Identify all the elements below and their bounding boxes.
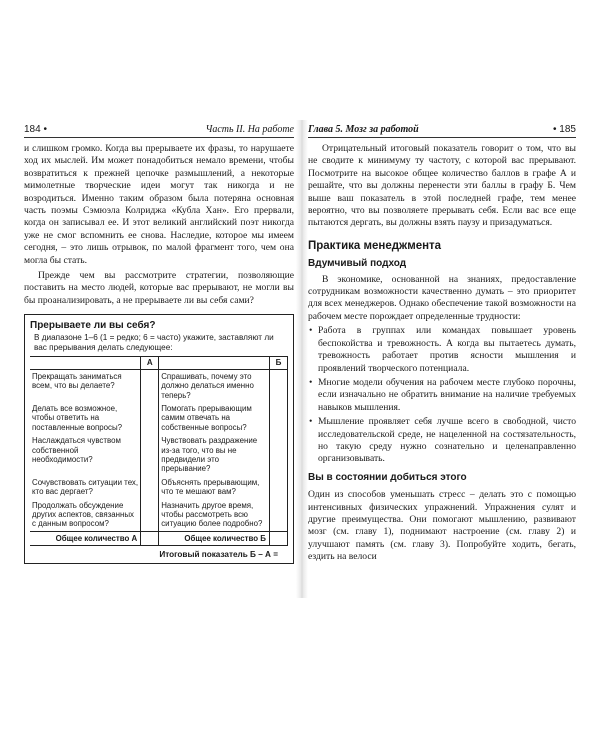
left-page-number: 184 • — [24, 124, 47, 135]
left-body-text — [24, 143, 294, 307]
questionnaire-row — [30, 402, 288, 434]
book-spread — [24, 120, 576, 598]
list-item-text: Работа в группах или командах повышает уровень беспокойства и тревожность. А когда вы пытаетесь думать, тревожность работает против ясности мышления и проявлений творческого потенциала. — [318, 325, 576, 374]
score-a-cell — [141, 499, 159, 532]
total-b-cell — [269, 531, 287, 545]
score-b-cell — [269, 369, 287, 402]
left-running-head — [24, 120, 294, 138]
questionnaire-row — [30, 434, 288, 476]
column-b-header: Б — [269, 357, 287, 369]
list-item-text: Многие модели обучения на рабочем месте глубоко порочны, если изначально не обратить внимание на наличие требуемых навыков мышления. — [318, 376, 576, 413]
question-b: Назначить другое время, чтобы рассмотреть всю ситуацию более подробно? — [161, 500, 263, 529]
right-page — [308, 120, 576, 598]
question-b: Спрашивать, почему это должно делаться именно теперь? — [161, 371, 254, 400]
questionnaire-totals-row — [30, 531, 288, 545]
questionnaire-title: Прерываете ли вы себя? — [30, 320, 156, 332]
score-a-cell — [141, 434, 159, 476]
list-item — [308, 416, 576, 466]
subsection-heading-2: Вы в состоянии добиться этого — [308, 471, 467, 483]
section-heading: Практика менеджмента — [308, 239, 442, 252]
questionnaire-box — [24, 314, 294, 564]
total-a-cell — [141, 531, 159, 545]
question-a: Прекращать заниматься всем, что вы делаете? — [32, 371, 122, 391]
total-a-label: Общее количество А — [30, 531, 141, 545]
final-score-label: Итоговый показатель Б – А = — [159, 550, 278, 560]
question-a: Наслаждаться чувством собственной необходимости? — [32, 436, 121, 464]
right-body-text — [308, 143, 576, 564]
total-b-label: Общее количество Б — [159, 531, 270, 545]
left-paragraph-1: и слишком громко. Когда вы прерываете их фразы, то нарушаете ход их мыслей. Им может понадобиться немало времени, чтобы возвратиться к прежней цепочке размышлений, а некоторые мимолетные творческие идеи могут так никогда и не возродиться. Именно таким образом была потеряна основная часть поэмы Сэмюэла Колриджа «Кубла Хан». Его прервали, когда он записывал ее. И этот великий английский поэт никогда уже не смог вспомнить ее снова. Наследие, которое мы имеем сегодня, – это лишь отрывок, по малой фрагмент того, чем она могла бы стать. — [24, 143, 294, 266]
questionnaire-row — [30, 476, 288, 499]
questionnaire-header-row — [30, 357, 288, 369]
right-running-title: Глава 5. Мозг за работой — [308, 124, 419, 135]
right-running-head — [308, 120, 576, 138]
bullet-list — [308, 325, 576, 465]
questionnaire-row — [30, 499, 288, 532]
left-paragraph-2: Прежде чем вы рассмотрите стратегии, позволяющие поставить на место людей, которые вас прерывают, не могли вы бы проанализировать, а не прерываете ли вы себя сами? — [24, 270, 294, 306]
questionnaire-table — [30, 356, 288, 546]
score-b-cell — [269, 434, 287, 476]
questionnaire-instructions: В диапазоне 1–6 (1 = редко; 6 = часто) укажите, заставляют ли вас прерывания делать следующее: — [34, 333, 274, 353]
list-item-text: Мышление проявляет себя лучше всего в свободной, чисто исследовательской среде, не нацеленной на состязательность, но такую среду нужно сознательно и целенаправленно организовывать. — [318, 416, 576, 465]
score-b-cell — [269, 402, 287, 434]
score-b-cell — [269, 499, 287, 532]
right-intro-paragraph: Отрицательный итоговый показатель говорит о том, что вы не сводите к минимуму ту частоту, с которой вас прерывают. Посмотрите на высокое общее количество баллов в графе А и решайте, что вы должны перенести эти баллы в графу Б. Чем выше ваш показатель в этой последней графе, тем менее вероятно, что вы позволяете прерывать себя. Если вас все еще пытаются дергать, вы должны взять паузу и призадуматься. — [308, 143, 576, 229]
left-page — [24, 120, 294, 598]
subsection-1-paragraph: В экономике, основанной на знаниях, предоставление сотрудникам возможности качественно думать – это приоритет для всех менеджеров. Однако обеспечение такой возможности на рабочем месте порождает определенные трудности: — [308, 273, 576, 322]
column-a-header: А — [141, 357, 159, 369]
question-a: Делать все возможное, чтобы ответить на поставленные вопросы? — [32, 403, 123, 432]
score-a-cell — [141, 369, 159, 402]
right-page-number: • 185 — [553, 124, 576, 135]
bullet-icon: • — [309, 416, 313, 428]
question-b: Объяснять прерывающим, что те мешают вам? — [161, 477, 260, 497]
question-a: Продолжать обсуждение других аспектов, связанных с данным вопросом? — [32, 500, 134, 529]
left-running-title: Часть II. На работе — [205, 124, 294, 135]
questionnaire-row — [30, 369, 288, 402]
question-b: Чувствовать раздражение из-за того, что вы не предвидели это прерывание? — [161, 436, 258, 474]
score-a-cell — [141, 402, 159, 434]
list-item — [308, 377, 576, 414]
score-a-cell — [141, 476, 159, 499]
score-b-cell — [269, 476, 287, 499]
list-item — [308, 325, 576, 375]
bullet-icon: • — [309, 376, 313, 388]
book-gutter — [296, 120, 308, 598]
bullet-icon: • — [309, 325, 313, 337]
subsection-2-paragraph: Один из способов уменьшать стресс – делать это с помощью интенсивных физических упражнений. Упражнения сулят и другие преимущества. Они помогают мышлению, развивают мозг (см. главу 1), поднимают настроение (см. главу 2) и улучшают память (см. главу 3). Попробуйте ходить, бегать, ездить на велоси — [308, 489, 576, 563]
question-b: Помогать прерывающим самим отвечать на собственные вопросы? — [161, 403, 252, 432]
question-a: Сочувствовать ситуации тех, кто вас дергает? — [32, 477, 139, 497]
subsection-heading-1: Вдумчивый подход — [308, 258, 407, 270]
